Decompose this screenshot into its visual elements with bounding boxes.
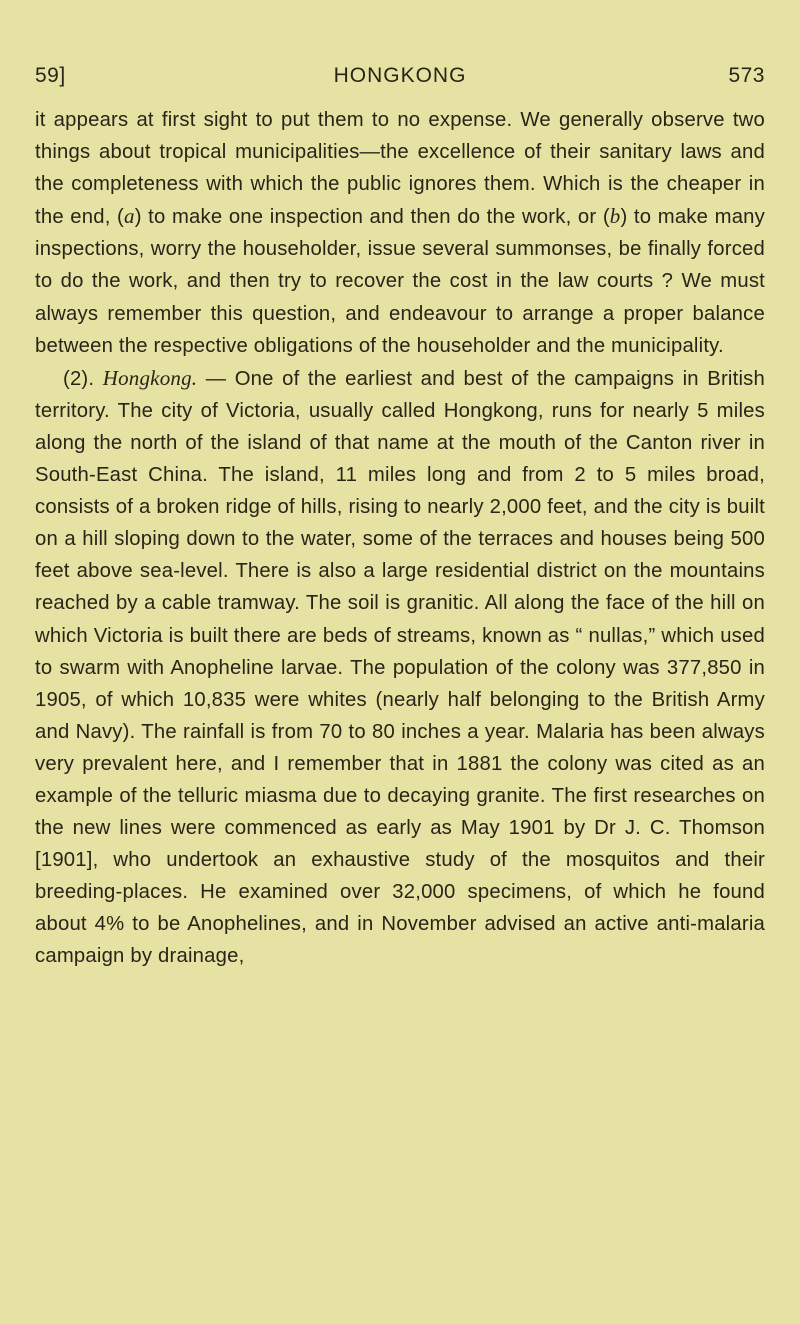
section-heading-hongkong: Hongkong. (102, 365, 198, 390)
running-head (35, 58, 765, 98)
paragraph-intro (35, 104, 765, 362)
text-run: ) to make one inspection and then do the work, or ( (134, 206, 610, 229)
paragraph-hongkong (35, 362, 765, 973)
text-run: — One of the earliest and best of the campaigns in British territory. The city of Victoria, usually called Hongkong, runs for nearly 5 miles along the north of the island of that name at the mouth of the Canton river in South-East China. The island, 11 miles long and from 2 to 5 miles broad, consists of a broken ridge of hills, rising to nearly 2,000 feet, and the city is built on a hill sloping down to the water, some of the terraces and houses being 500 feet above sea-level. There is also a large residential district on the mountains reached by a cable tramway. The soil is granitic. All along the face of the hill on which Victoria is built there are beds of streams, known as “ nullas,” which used to swarm with Anopheline larvae. The population of the colony was 377,850 in 1905, of which 10,835 were whites (nearly half belonging to the British Army and Navy). The rainfall is from 70 to 80 inches a year. Malaria has been always very prevalent here, and I remember that in 1881 the colony was cited as an example of the telluric miasma due to decaying granite. The first researches on the new lines were commenced as early as May 1901 by Dr J. C. Thomson [1901], who undertook an exhaustive study of the mosquitos and their breeding-places. He examined over 32,000 specimens, of which he found about 4% to be Anophelines, and in November advised an active anti-malaria campaign by drainage, (35, 367, 765, 968)
italic-letter-a: a (124, 204, 135, 229)
book-page (35, 58, 765, 973)
running-title: HONGKONG (333, 64, 467, 87)
italic-letter-b: b (609, 204, 621, 229)
section-number: 59] (35, 64, 66, 87)
page-number: 573 (728, 64, 765, 87)
body-text (35, 104, 765, 973)
text-run: (2). (63, 367, 103, 390)
text-run: it appears at first sight to put them to no expense. We generally observe two things about tropical municipalities—the excellence of their sanitary laws and the completeness with which the public ignores them. Which is the cheaper in the end, ( (35, 109, 765, 229)
text-run: ) to make many inspections, worry the householder, issue several summonses, be finally forced to do the work, and then try to recover the cost in the law courts ? We must always remember this question, and endeavour to arrange a proper balance between the respective obligations of the householder and the municipality. (35, 206, 765, 357)
